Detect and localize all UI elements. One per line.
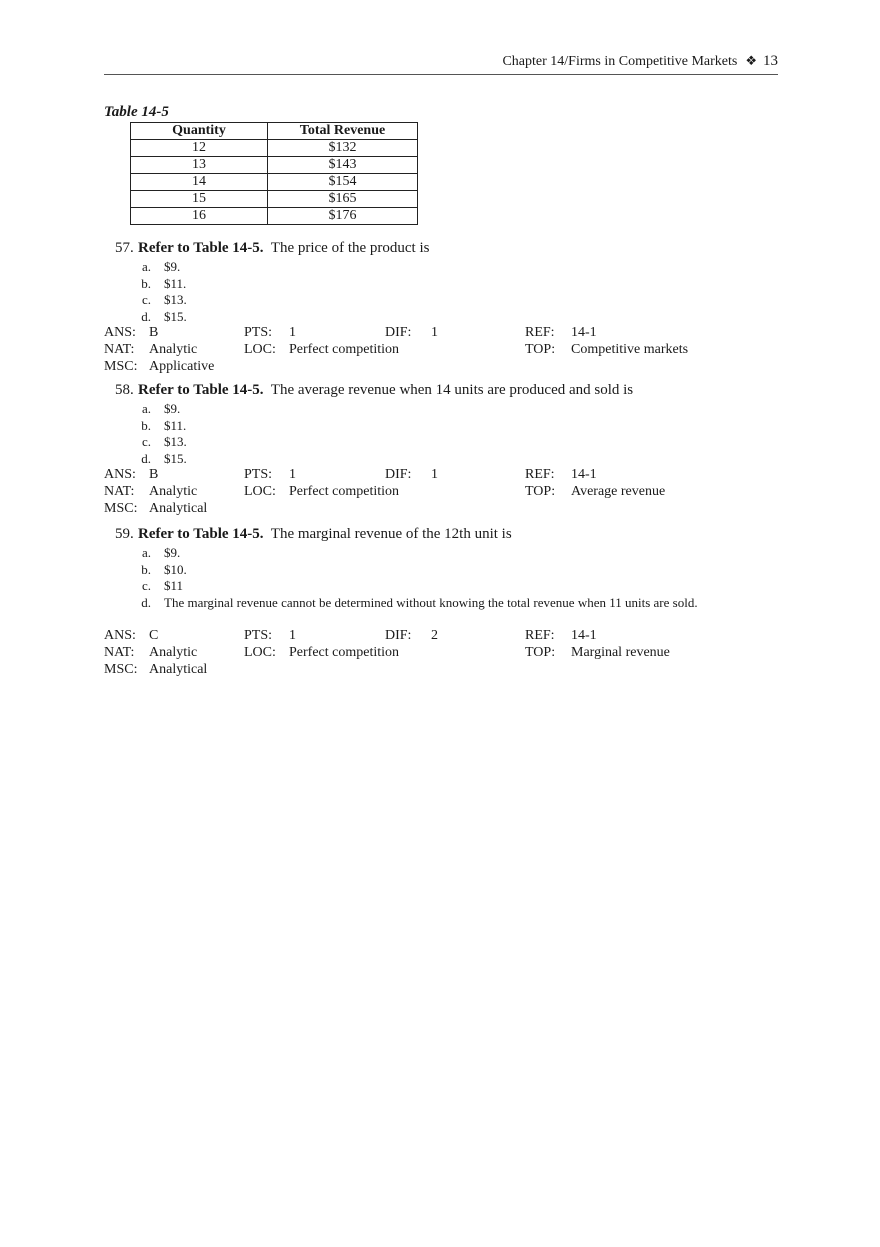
ans-label: ANS: bbox=[104, 325, 136, 340]
nat-value: Analytic bbox=[149, 644, 198, 660]
meta-row bbox=[104, 500, 784, 517]
loc-value: Perfect competition bbox=[289, 644, 400, 660]
ref-value: 14-1 bbox=[571, 627, 597, 643]
option-b bbox=[104, 275, 784, 292]
answer-options bbox=[104, 400, 784, 466]
msc-value: Analytical bbox=[149, 501, 208, 516]
question-body bbox=[138, 380, 633, 400]
table-header-row bbox=[131, 123, 418, 140]
dif-label: DIF: bbox=[385, 467, 412, 482]
nat-label: NAT: bbox=[104, 342, 135, 357]
question-reference: Refer to Table 14-5. bbox=[138, 526, 264, 542]
option-letter: d. bbox=[141, 594, 151, 610]
question-59 bbox=[104, 524, 784, 678]
question-body bbox=[138, 238, 429, 258]
quantity-cell: 14 bbox=[131, 174, 268, 191]
total-revenue-cell: $154 bbox=[268, 174, 418, 191]
meta-row bbox=[104, 341, 784, 358]
pts-label: PTS: bbox=[244, 467, 273, 482]
option-text: $9. bbox=[164, 545, 181, 560]
dif-value: 1 bbox=[431, 325, 438, 340]
dif-label: DIF: bbox=[385, 325, 412, 340]
msc-value: Analytical bbox=[149, 661, 208, 677]
pts-label: PTS: bbox=[244, 627, 273, 643]
dif-label: DIF: bbox=[385, 627, 412, 643]
answer-options bbox=[104, 258, 784, 324]
answer-metadata bbox=[104, 324, 784, 375]
ref-value: 14-1 bbox=[571, 467, 597, 482]
pts-value: 1 bbox=[289, 627, 296, 643]
option-b bbox=[104, 417, 784, 434]
option-letter: b. bbox=[141, 275, 151, 291]
msc-label: MSC: bbox=[104, 661, 138, 677]
meta-row bbox=[104, 466, 784, 483]
option-text: $11 bbox=[164, 578, 184, 593]
dif-value: 2 bbox=[431, 627, 438, 643]
option-text: $13. bbox=[164, 434, 187, 449]
column-header-quantity: Quantity bbox=[131, 123, 268, 140]
option-letter: a. bbox=[141, 401, 151, 416]
option-text: $11. bbox=[164, 417, 187, 433]
top-value: Average revenue bbox=[571, 484, 666, 499]
ref-label: REF: bbox=[525, 325, 555, 340]
top-value: Competitive markets bbox=[571, 342, 689, 357]
option-text: $10. bbox=[164, 561, 187, 577]
question-number: 58. bbox=[115, 382, 134, 398]
diamond-ornament-icon: ❖ bbox=[745, 53, 757, 68]
option-c bbox=[104, 433, 784, 450]
option-b bbox=[104, 561, 784, 578]
ans-value: B bbox=[149, 325, 159, 340]
option-c bbox=[104, 291, 784, 308]
loc-label: LOC: bbox=[244, 644, 276, 660]
total-revenue-cell: $143 bbox=[268, 157, 418, 174]
loc-value: Perfect competition bbox=[289, 484, 400, 499]
option-text: $15. bbox=[164, 308, 187, 324]
option-letter: b. bbox=[141, 561, 151, 577]
top-label: TOP: bbox=[525, 484, 556, 499]
option-letter: c. bbox=[141, 292, 151, 307]
pts-value: 1 bbox=[289, 325, 296, 340]
option-d bbox=[104, 594, 784, 627]
table-row bbox=[131, 174, 418, 191]
header-text bbox=[502, 53, 778, 70]
option-text: $15. bbox=[164, 450, 187, 466]
option-d bbox=[104, 308, 784, 325]
option-letter: c. bbox=[141, 434, 151, 449]
question-number: 57. bbox=[115, 240, 134, 256]
question-text: The average revenue when 14 units are produced and sold is bbox=[270, 382, 634, 398]
loc-label: LOC: bbox=[244, 342, 276, 357]
meta-row bbox=[104, 324, 784, 341]
question-reference: Refer to Table 14-5. bbox=[138, 382, 264, 398]
nat-value: Analytic bbox=[149, 342, 198, 357]
column-header-total-revenue: Total Revenue bbox=[268, 123, 418, 140]
quantity-cell: 16 bbox=[131, 208, 268, 225]
ref-label: REF: bbox=[525, 627, 555, 643]
nat-value: Analytic bbox=[149, 484, 198, 499]
ans-label: ANS: bbox=[104, 467, 136, 482]
ref-label: REF: bbox=[525, 467, 555, 482]
answer-metadata bbox=[104, 627, 784, 678]
option-a bbox=[104, 258, 784, 275]
page-number: 13 bbox=[763, 53, 778, 69]
top-value: Marginal revenue bbox=[571, 644, 670, 660]
table-row bbox=[131, 191, 418, 208]
option-d bbox=[104, 450, 784, 467]
total-revenue-cell: $176 bbox=[268, 208, 418, 225]
quantity-cell: 13 bbox=[131, 157, 268, 174]
option-text: $9. bbox=[164, 259, 181, 274]
option-letter: c. bbox=[141, 578, 151, 593]
quantity-cell: 15 bbox=[131, 191, 268, 208]
question-body bbox=[138, 524, 512, 544]
option-text: $11. bbox=[164, 275, 187, 291]
total-revenue-cell: $165 bbox=[268, 191, 418, 208]
meta-row bbox=[104, 661, 784, 678]
option-text: $9. bbox=[164, 401, 181, 416]
question-57 bbox=[104, 238, 784, 375]
table-row bbox=[131, 208, 418, 225]
loc-label: LOC: bbox=[244, 484, 276, 499]
total-revenue-cell: $132 bbox=[268, 140, 418, 157]
revenue-table bbox=[130, 122, 418, 225]
msc-value: Applicative bbox=[149, 359, 215, 374]
question-text: The price of the product is bbox=[270, 240, 430, 256]
meta-row bbox=[104, 483, 784, 500]
option-letter: a. bbox=[141, 545, 151, 560]
table-row bbox=[131, 140, 418, 157]
top-label: TOP: bbox=[525, 644, 556, 660]
meta-row bbox=[104, 627, 784, 644]
meta-row bbox=[104, 644, 784, 661]
pts-value: 1 bbox=[289, 467, 296, 482]
question-58 bbox=[104, 380, 784, 517]
top-label: TOP: bbox=[525, 342, 556, 357]
answer-options bbox=[104, 544, 784, 627]
option-letter: b. bbox=[141, 417, 151, 433]
option-a bbox=[104, 400, 784, 417]
ans-value: B bbox=[149, 467, 159, 482]
chapter-title: Chapter 14/Firms in Competitive Markets bbox=[502, 54, 738, 69]
question-stem bbox=[104, 238, 784, 258]
ans-label: ANS: bbox=[104, 627, 136, 643]
option-letter: a. bbox=[141, 259, 151, 274]
option-text: The marginal revenue cannot be determined without knowing the total revenue when 11 units are sold. bbox=[164, 594, 698, 610]
nat-label: NAT: bbox=[104, 484, 135, 499]
pts-label: PTS: bbox=[244, 325, 273, 340]
question-stem bbox=[104, 380, 784, 400]
meta-row bbox=[104, 358, 784, 375]
question-text: The marginal revenue of the 12th unit is bbox=[270, 526, 512, 542]
msc-label: MSC: bbox=[104, 501, 138, 516]
ans-value: C bbox=[149, 627, 159, 643]
question-reference: Refer to Table 14-5. bbox=[138, 240, 264, 256]
question-stem bbox=[104, 524, 784, 544]
option-c bbox=[104, 577, 784, 594]
answer-metadata bbox=[104, 466, 784, 517]
option-text: $13. bbox=[164, 292, 187, 307]
ref-value: 14-1 bbox=[571, 325, 597, 340]
option-a bbox=[104, 544, 784, 561]
quantity-cell: 12 bbox=[131, 140, 268, 157]
option-letter: d. bbox=[141, 450, 151, 466]
running-header bbox=[104, 52, 778, 75]
msc-label: MSC: bbox=[104, 359, 138, 374]
nat-label: NAT: bbox=[104, 644, 135, 660]
question-number: 59. bbox=[115, 526, 134, 542]
option-letter: d. bbox=[141, 308, 151, 324]
table-row bbox=[131, 157, 418, 174]
table-caption: Table 14-5 bbox=[104, 104, 169, 120]
dif-value: 1 bbox=[431, 467, 438, 482]
loc-value: Perfect competition bbox=[289, 342, 400, 357]
